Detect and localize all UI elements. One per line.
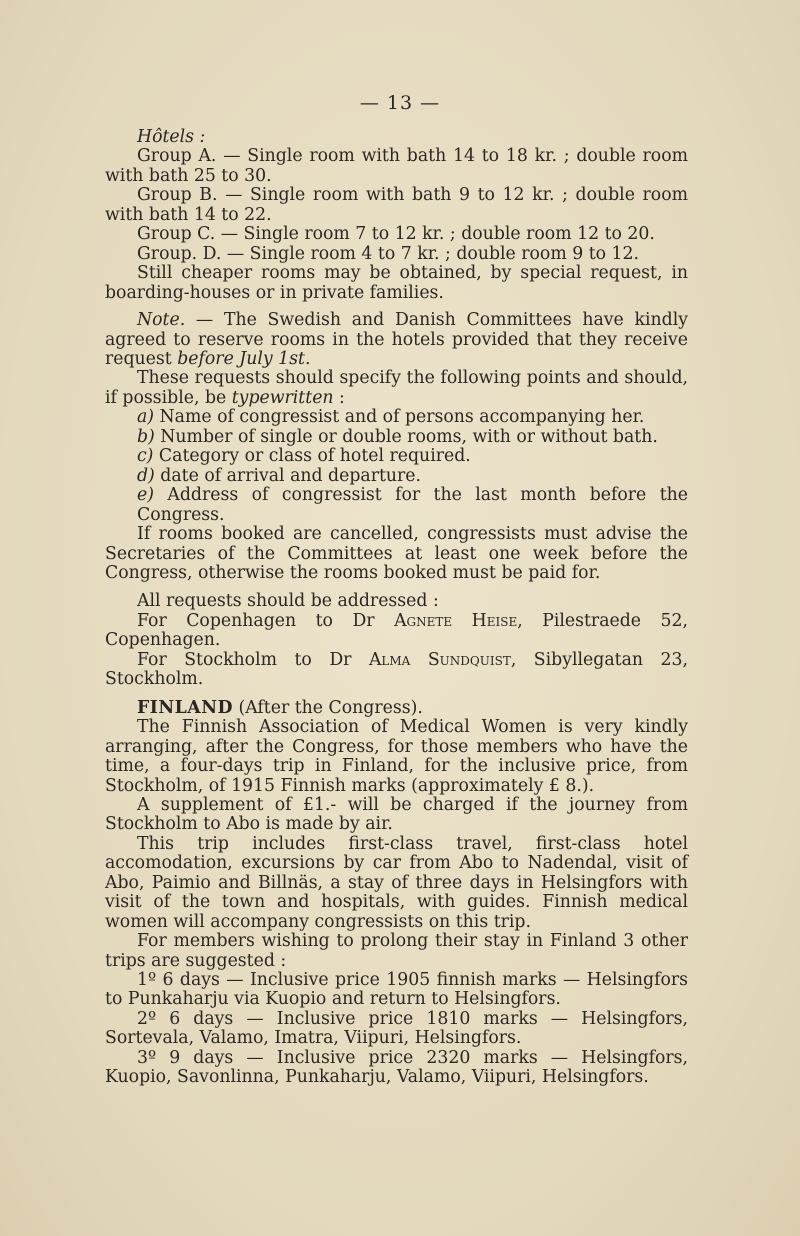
trip-item: 3º 9 days — Inclusive price 2320 marks — Helsingfors, Kuopio, Savonlinna, Punkaharju, Valamo, Viipuri, Helsingfors. [105, 1047, 688, 1088]
trip-item: 2º 6 days — Inclusive price 1810 marks — Helsingfors, Sortevala, Valamo, Imatra, Viipuri, Helsingfors. [105, 1008, 688, 1049]
requests-colon: : [333, 387, 345, 408]
finland-paragraph-2: A supplement of £1.- will be charged if the journey from Stockholm to Abo is made by air. [105, 794, 688, 835]
finland-paragraph-3: This trip includes first-class travel, first-class hotel accomodation, excursions by car from Abo to Nadendal, visit of Abo, Paimio and Billnäs, a stay of three days in Helsingfors with visit of the town and hospitals, with guides. Finnish medical women will accompany congressists on this trip. [105, 833, 688, 932]
address-copenhagen-prefix: For Copenhagen to Dr [137, 610, 395, 631]
list-item [105, 486, 688, 525]
body-text [105, 128, 688, 1088]
hotel-group-c: Group C. — Single room 7 to 12 kr. ; double room 12 to 20. [137, 224, 655, 245]
address-copenhagen [105, 612, 688, 651]
addresses-intro: All requests should be addressed : [137, 591, 439, 612]
list-item-text: Category or class of hotel required. [153, 446, 471, 467]
list-item [105, 408, 688, 427]
list-item-label: c) [137, 446, 154, 467]
list-item-label: d) [137, 465, 155, 486]
requests-typewritten: typewritten [231, 387, 334, 408]
note-paragraph [105, 311, 688, 369]
address-stockholm-prefix: For Stockholm to Dr [137, 649, 369, 670]
list-item-label: e) [137, 485, 154, 506]
list-item [105, 467, 688, 486]
list-item-label: b) [137, 426, 155, 447]
requests-text: These requests should specify the following points and should, if possible, be [105, 368, 688, 408]
list-item-text: Address of congressist for the last month before the Congress. [137, 485, 688, 525]
finland-heading-title: FINLAND [137, 697, 233, 718]
list-item-text: Name of congressist and of persons accompanying her. [154, 407, 645, 428]
list-item-text: Number of single or double rooms, with or without bath. [154, 426, 658, 447]
list-item-label: a) [137, 407, 155, 428]
address-copenhagen-street: , Pilestraede 52, Copenhagen. [105, 610, 688, 651]
list-item [105, 447, 688, 466]
note-text: — The Swedish and Danish Committees have kindly agreed to reserve rooms in the hotels provided that they receive request [105, 310, 688, 369]
list-item-text: date of arrival and departure. [154, 465, 422, 486]
trip-item: 1º 6 days — Inclusive price 1905 finnish marks — Helsingfors to Punkaharju via Kuopio and return to Helsingfors. [105, 970, 688, 1010]
list-item [105, 428, 688, 447]
finland-heading-subtitle: (After the Congress). [233, 697, 423, 718]
cancellation-paragraph: If rooms booked are cancelled, congressists must advise the Secretaries of the Committees at least one week before the Congress, otherwise the rooms booked must be paid for. [105, 524, 688, 583]
requests-paragraph [105, 369, 688, 408]
address-stockholm-name: Alma Sundquist [368, 649, 511, 670]
hotels-heading: Hôtels : [137, 127, 206, 147]
page-number: — 13 — [359, 92, 441, 114]
note-label: Note. [137, 310, 186, 331]
address-stockholm [105, 651, 688, 690]
finland-heading [105, 699, 688, 718]
note-deadline: before July 1st. [177, 348, 311, 369]
hotel-group-a: Group A. — Single room with bath 14 to 18 kr. ; double room with bath 25 to 30. [105, 146, 688, 186]
finland-paragraph-4: For members wishing to prolong their stay in Finland 3 other trips are suggested : [105, 931, 688, 971]
hotel-group-d: Group. D. — Single room 4 to 7 kr. ; double room 9 to 12. [137, 243, 640, 264]
address-stockholm-street: , Sibyllegatan 23, Stockholm. [105, 649, 689, 690]
finland-paragraph-1: The Finnish Association of Medical Women is very kindly arranging, after the Congress, for those members who have the time, a four-days trip in Finland, for the inclusive price, from Stockholm, of 1915 Finnish marks (approximately £ 8.). [105, 717, 688, 796]
hotel-group-b: Group B. — Single room with bath 9 to 12 kr. ; double room with bath 14 to 22. [105, 185, 688, 225]
address-copenhagen-name: Agnete Heise [394, 610, 518, 631]
cheaper-rooms: Still cheaper rooms may be obtained, by special request, in boarding-houses or in private families. [105, 263, 688, 303]
